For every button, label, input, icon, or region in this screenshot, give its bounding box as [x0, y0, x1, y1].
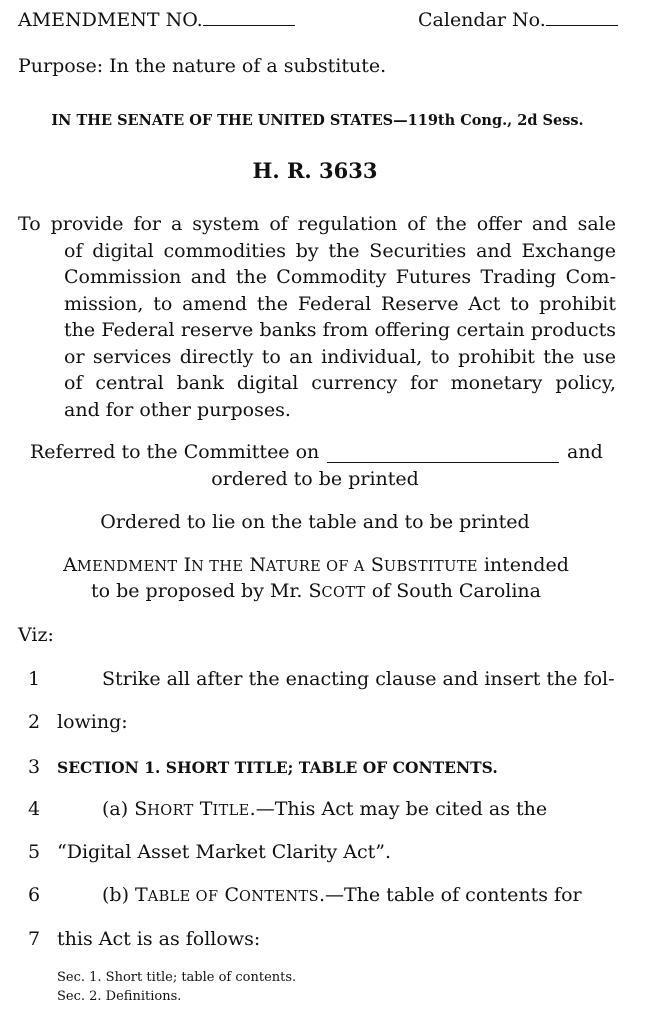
referral-right: and [567, 441, 603, 463]
calendar-number [418, 9, 618, 31]
sc-text: N [249, 554, 267, 576]
amendment-label: AMENDMENT NO. [18, 9, 203, 31]
referral-line2: ordered to be printed [211, 468, 419, 490]
long-title-line: or services directly to an individual, to prohibit the use [64, 345, 616, 368]
amendment-intro-line1 [0, 554, 632, 576]
sc-text: COTT [321, 585, 366, 601]
sc-text: I [183, 554, 192, 576]
long-title-line: Commission and the Commodity Futures Trading Com- [64, 266, 616, 288]
sc-text: C [224, 884, 240, 906]
bill-number: H. R. 3633 [252, 158, 378, 183]
amendment-number [18, 9, 295, 31]
line-text: .—The table of contents for [318, 884, 582, 906]
sc-text: ATURE OF A [266, 559, 365, 575]
line-number: 2 [28, 711, 41, 733]
line-text: Strike all after the enacting clause and insert the fol- [102, 668, 615, 690]
line-text-short-title [102, 798, 615, 820]
committee-blank [327, 462, 559, 463]
line-number: 4 [28, 798, 41, 820]
toc-entry: Sec. 2. Definitions. [57, 989, 182, 1004]
long-title-line: of digital commodities by the Securities and Exchange [64, 239, 616, 262]
sc-text: MENDMENT [76, 559, 178, 575]
sc-text: S [308, 580, 322, 602]
long-title-line: of central bank digital currency for monetary policy, [64, 372, 616, 394]
line-text: (b) [102, 884, 136, 906]
viz: Viz: [18, 624, 54, 646]
amendment-intro-line2 [0, 580, 632, 602]
sc-text: ITLE [212, 803, 250, 819]
line-number: 1 [28, 668, 41, 690]
sc-text: UBSTITUTE [383, 559, 478, 575]
line-text: “Digital Asset Market Clarity Act”. [57, 841, 392, 863]
sc-text: T [135, 884, 148, 906]
purpose: Purpose: In the nature of a substitute. [18, 55, 387, 77]
long-title [18, 211, 616, 423]
calendar-label: Calendar No. [418, 9, 546, 31]
ordered-line: Ordered to lie on the table and to be printed [100, 511, 530, 533]
sc-text: A [63, 554, 77, 576]
senate-line: IN THE SENATE OF THE UNITED STATES—119th Cong., 2d Sess. [51, 112, 584, 129]
line-number: 7 [28, 928, 41, 950]
sc-text: N THE [191, 559, 244, 575]
amendment-number-blank [203, 25, 295, 26]
sc-text: ONTENTS [239, 889, 319, 905]
sc-text: HORT [147, 803, 194, 819]
line-text: (a) [102, 798, 135, 820]
sc-text: S [134, 798, 148, 820]
line-number: 3 [28, 756, 41, 778]
line-number: 6 [28, 884, 41, 906]
line-text: lowing: [57, 711, 128, 733]
intro-text: of South Carolina [365, 580, 541, 602]
long-title-line: To provide for a system of regulation of the offer and sale [18, 213, 616, 235]
line-number: 5 [28, 841, 41, 863]
long-title-line: and for other purposes. [64, 398, 291, 421]
long-title-line: the Federal reserve banks from offering certain products [64, 319, 616, 341]
intro-text: intended [477, 554, 569, 576]
line-text: .—This Act may be cited as the [249, 798, 548, 820]
line-text-table-of-contents [102, 884, 582, 906]
sc-text: ABLE OF [147, 889, 219, 905]
toc-entry: Sec. 1. Short title; table of contents. [57, 970, 297, 985]
section-heading: SECTION 1. SHORT TITLE; TABLE OF CONTENTS. [57, 758, 498, 777]
sc-text: T [199, 798, 213, 820]
sc-text: S [370, 554, 384, 576]
intro-text: to be proposed by Mr. [90, 580, 309, 602]
referral-left: Referred to the Committee on [30, 441, 320, 463]
long-title-line: mission, to amend the Federal Reserve Act to prohibit [64, 292, 616, 315]
line-text: this Act is as follows: [57, 928, 261, 950]
calendar-number-blank [546, 25, 618, 26]
